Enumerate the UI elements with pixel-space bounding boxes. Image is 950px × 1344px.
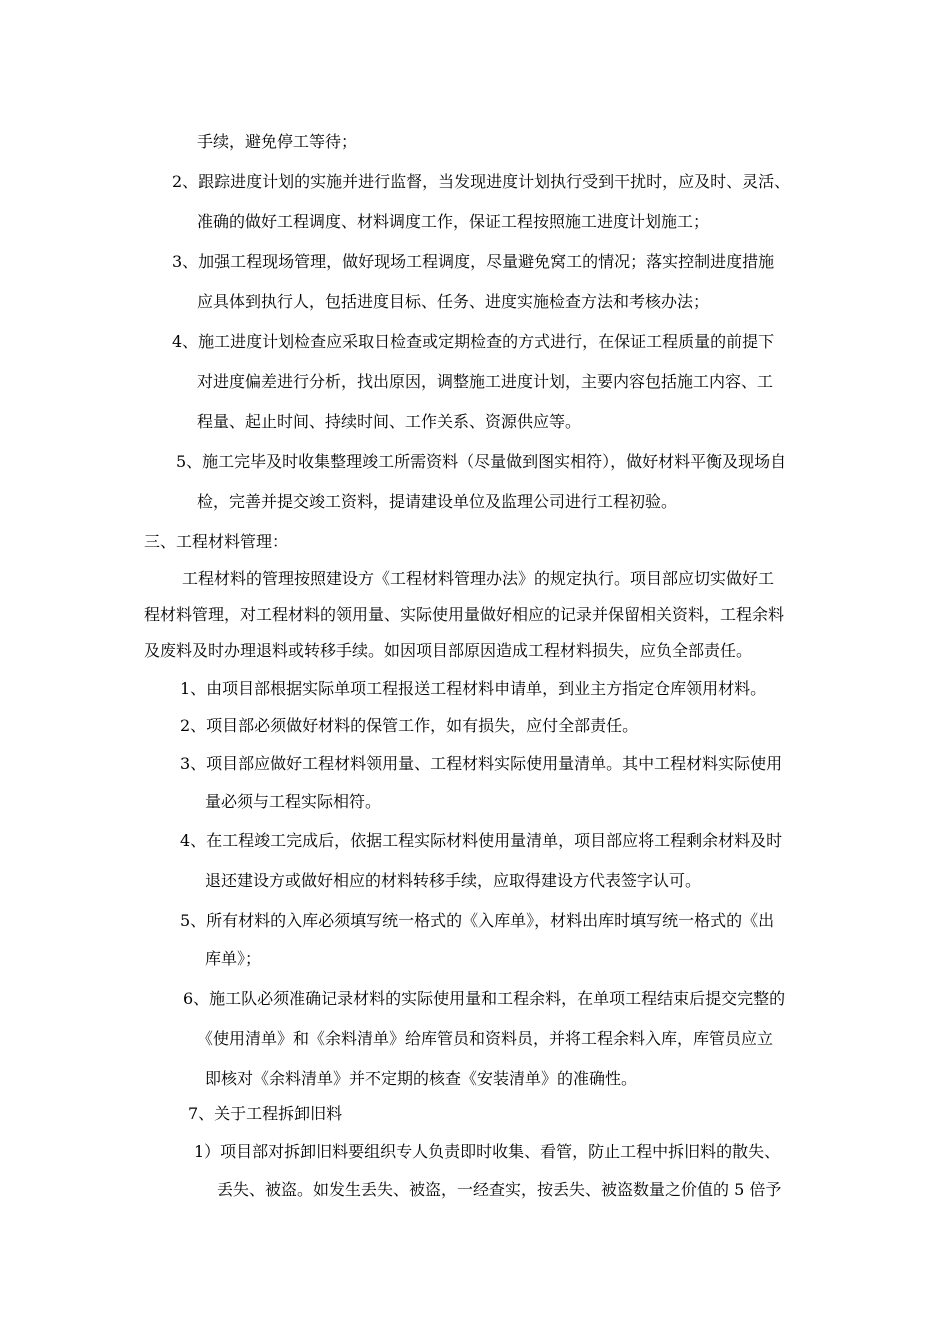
text-line: 3、加强工程现场管理，做好现场工程调度，尽量避免窝工的情况；落实控制进度措施 xyxy=(172,252,775,271)
text-line: 手续，避免停工等待； xyxy=(197,132,358,151)
text-line: 及废料及时办理退料或转移手续。如因项目部原因造成工程材料损失，应负全部责任。 xyxy=(144,641,753,660)
text-line: 2、项目部必须做好材料的保管工作，如有损失，应付全部责任。 xyxy=(180,716,639,735)
text-line: 程材料管理，对工程材料的领用量、实际使用量做好相应的记录并保留相关资料，工程余料 xyxy=(144,605,785,624)
text-line: 5、所有材料的入库必须填写统一格式的《入库单》，材料出库时填写统一格式的《出 xyxy=(180,911,775,930)
text-line: 《使用清单》和《余料清单》给库管员和资料员，并将工程余料入库，库管员应立 xyxy=(197,1029,774,1048)
text-line: 应具体到执行人，包括进度目标、任务、进度实施检查方法和考核办法； xyxy=(197,292,710,311)
text-line: 2、跟踪进度计划的实施并进行监督，当发现进度计划执行受到干扰时，应及时、灵活、 xyxy=(172,172,791,191)
text-line: 库单》； xyxy=(205,949,262,968)
text-line: 4、施工进度计划检查应采取日检查或定期检查的方式进行，在保证工程质量的前提下 xyxy=(172,332,775,351)
text-line: 程量、起止时间、持续时间、工作关系、资源供应等。 xyxy=(197,412,582,431)
section-heading: 三、工程材料管理： xyxy=(144,532,289,551)
text-line: 4、在工程竣工完成后，依据工程实际材料使用量清单，项目部应将工程剩余材料及时 xyxy=(180,831,783,850)
text-line: 3、项目部应做好工程材料领用量、工程材料实际使用量清单。其中工程材料实际使用 xyxy=(180,754,783,773)
text-line: 丢失、被盗。如发生丢失、被盗，一经查实，按丢失、被盗数量之价值的 5 倍予 xyxy=(217,1180,782,1199)
text-line: 7、关于工程拆卸旧料 xyxy=(188,1104,343,1123)
text-line: 对进度偏差进行分析，找出原因，调整施工进度计划，主要内容包括施工内容、工 xyxy=(197,372,774,391)
text-line: 准确的做好工程调度、材料调度工作，保证工程按照施工进度计划施工； xyxy=(197,212,710,231)
text-line: 退还建设方或做好相应的材料转移手续，应取得建设方代表签字认可。 xyxy=(205,871,702,890)
text-line: 即核对《余料清单》并不定期的核查《安装清单》的准确性。 xyxy=(205,1069,638,1088)
text-line: 量必须与工程实际相符。 xyxy=(205,792,382,811)
text-line: 6、施工队必须准确记录材料的实际使用量和工程余料，在单项工程结束后提交完整的 xyxy=(183,989,786,1008)
text-line: 1、由项目部根据实际单项工程报送工程材料申请单，到业主方指定仓库领用材料。 xyxy=(180,679,767,698)
text-line: 工程材料的管理按照建设方《工程材料管理办法》的规定执行。项目部应切实做好工 xyxy=(182,569,775,588)
text-line: 5、施工完毕及时收集整理竣工所需资料（尽量做到图实相符），做好材料平衡及现场自 xyxy=(176,452,787,471)
text-line: 检，完善并提交竣工资料，提请建设单位及监理公司进行工程初验。 xyxy=(197,492,678,511)
text-line: 1）项目部对拆卸旧料要组织专人负责即时收集、看管，防止工程中拆旧料的散失、 xyxy=(194,1142,781,1161)
